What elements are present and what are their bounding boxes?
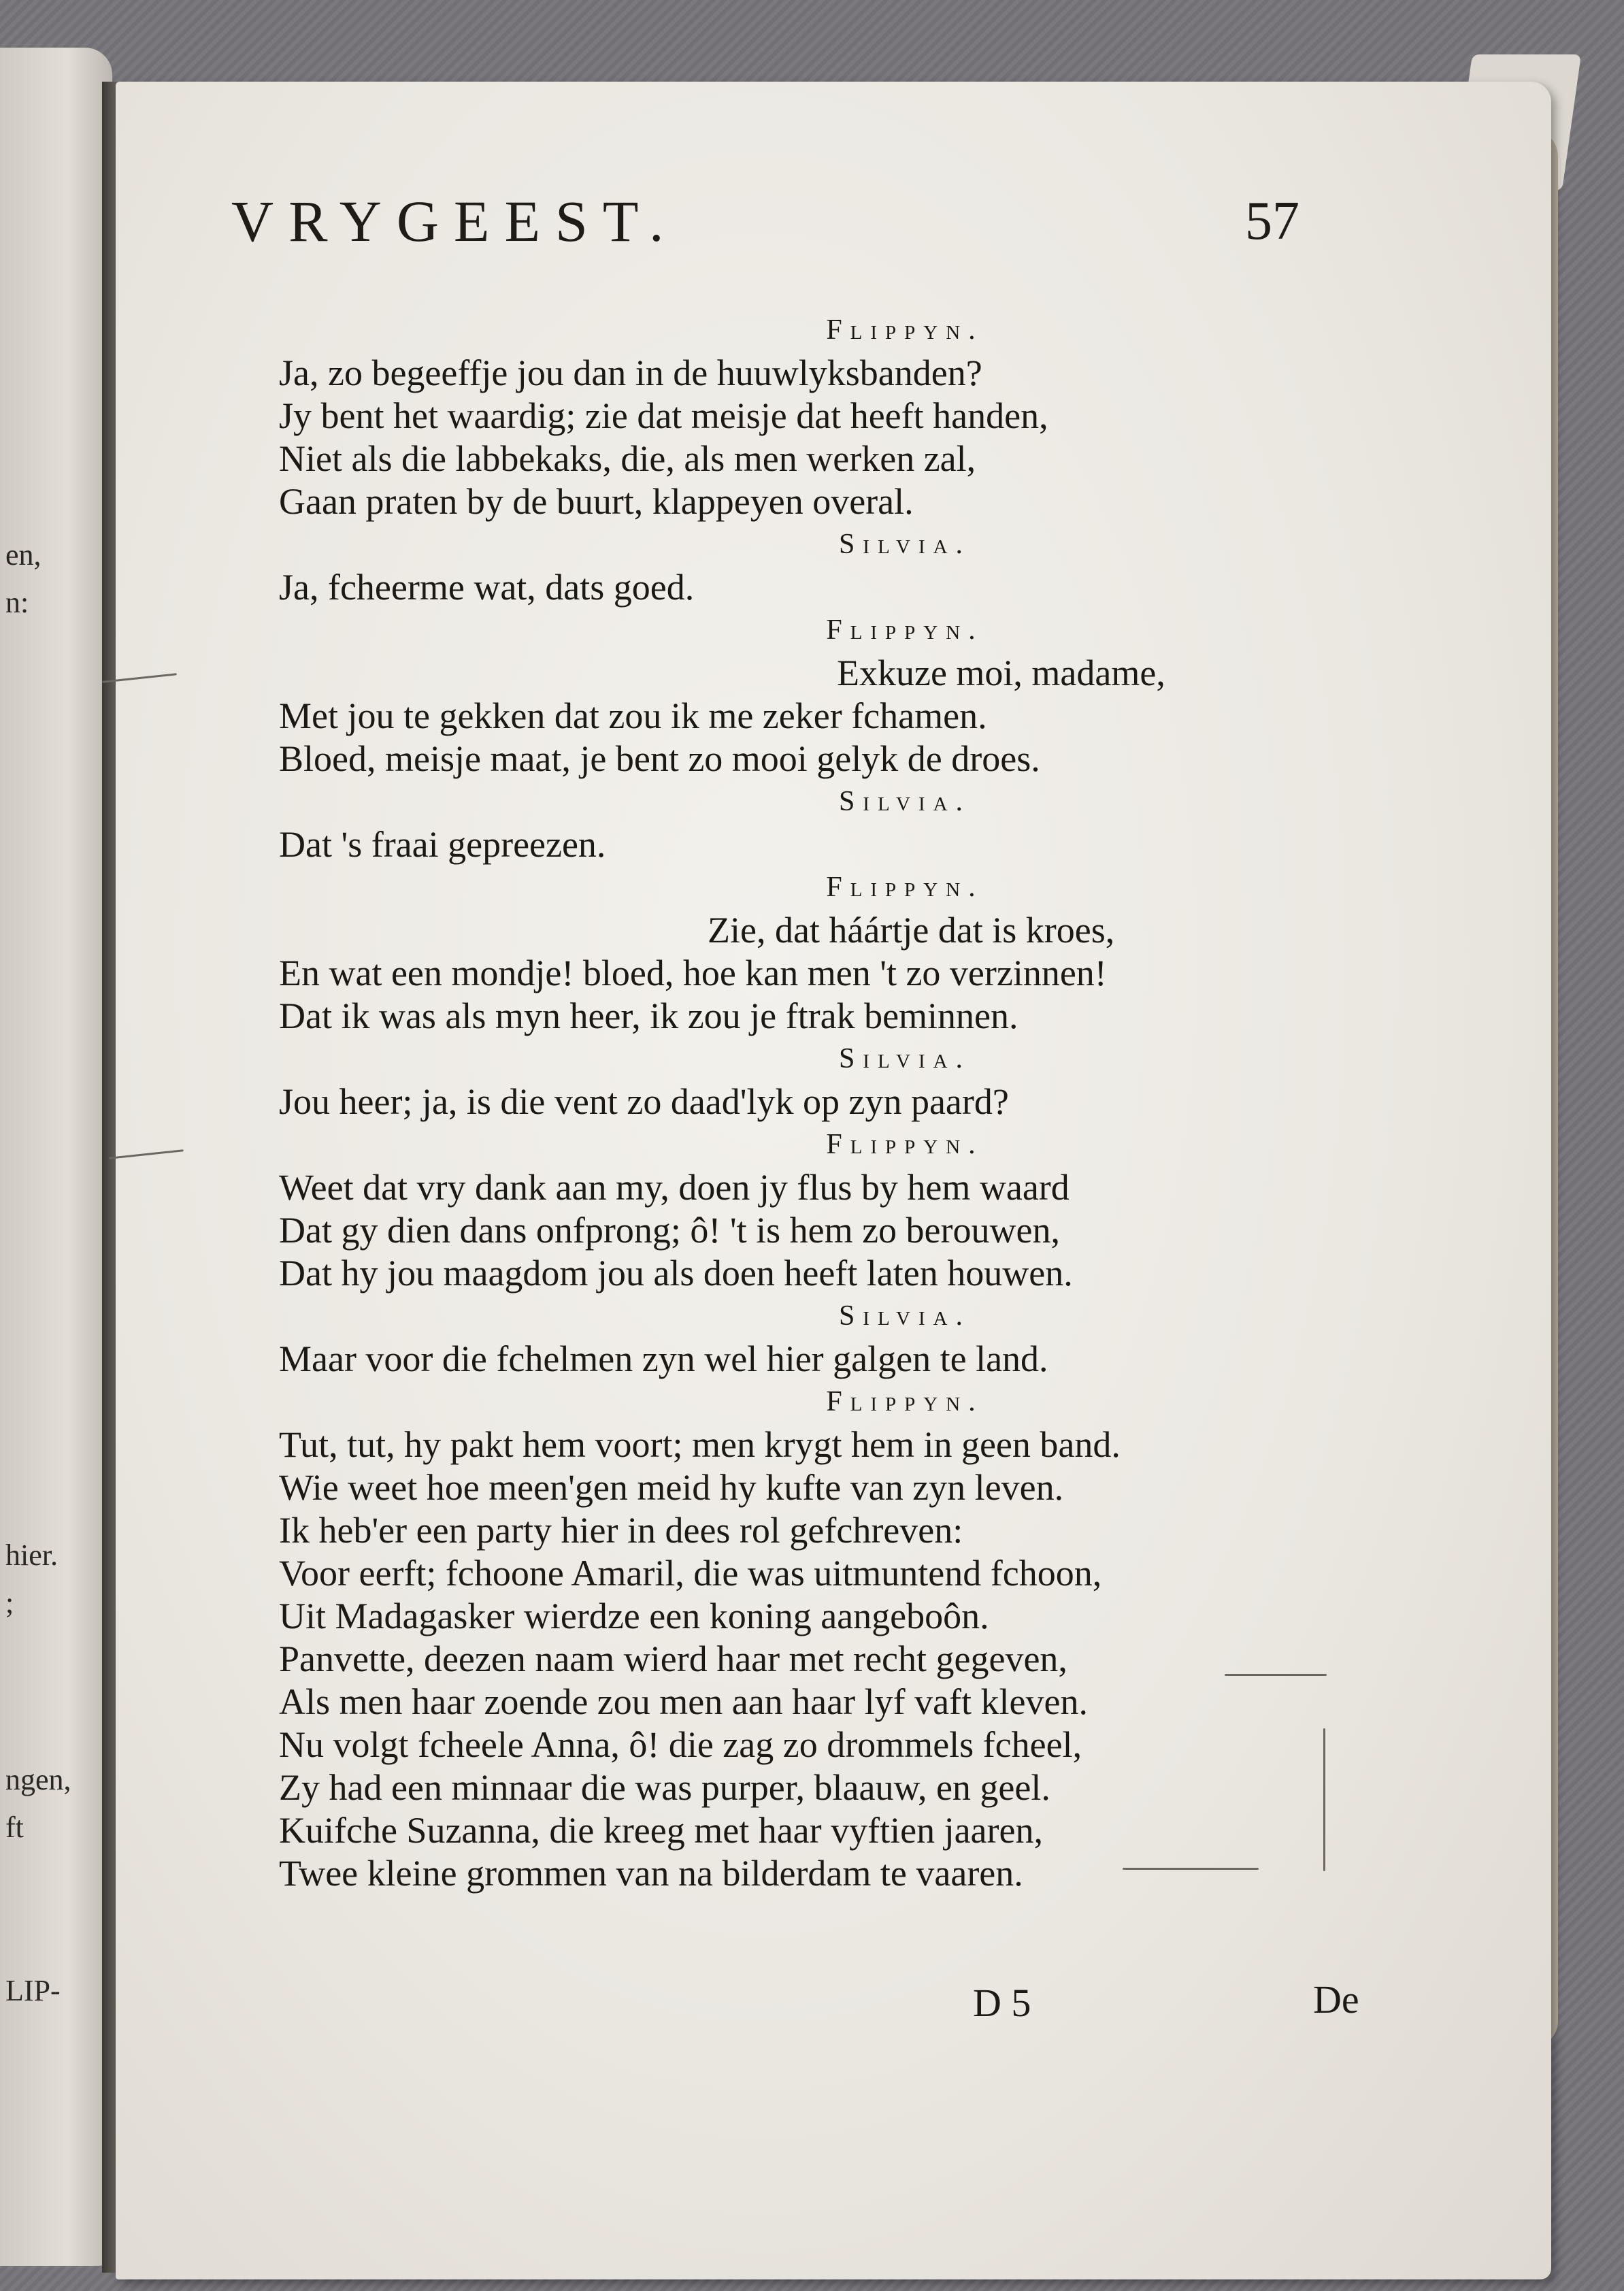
verse-line: Zy had een minnaar die was purper, blaauw, en geel. — [279, 1767, 1050, 1808]
running-head: VRYGEEST. — [231, 188, 679, 254]
verse-line: Twee kleine grommen van na bilderdam te vaaren. — [279, 1853, 1023, 1894]
verse-line: Niet als die labbekaks, die, als men werken zal, — [279, 438, 976, 479]
verse-line: Dat hy jou maagdom jou als doen heeft laten houwen. — [279, 1253, 1073, 1293]
verse-line: Jou heer; ja, is die vent zo daad'lyk op zyn paard? — [279, 1081, 1009, 1122]
verse-line: Met jou te gekken dat zou ik me zeker fchamen. — [279, 695, 987, 736]
verse-line: Nu volgt fcheele Anna, ô! die zag zo drommels fcheel, — [279, 1724, 1082, 1765]
speaker-name: Silvia. — [838, 1043, 972, 1074]
verse-line: Ja, fcheerme wat, dats goed. — [279, 567, 695, 608]
pencil-mark — [1123, 1868, 1259, 1870]
speaker-name: Flippyn. — [826, 1386, 984, 1417]
speaker-name: Flippyn. — [826, 872, 984, 903]
verse-line: Als men haar zoende zou men aan haar lyf vaft kleven. — [279, 1681, 1088, 1722]
catchword: De — [1313, 1977, 1359, 2022]
verse-line: Tut, tut, hy pakt hem voort; men krygt hem in geen band. — [279, 1424, 1121, 1465]
verse-line: Panvette, deezen naam wierd haar met recht gegeven, — [279, 1638, 1067, 1679]
verse-line: Gaan praten by de buurt, klappeyen overal. — [279, 481, 914, 522]
left-page-fragment: en, — [5, 538, 42, 572]
left-page — [0, 48, 112, 2266]
verse-line: Bloed, meisje maat, je bent zo mooi gelyk de droes. — [279, 738, 1040, 779]
verse-line: Dat ik was als myn heer, ik zou je ftrak beminnen. — [279, 995, 1018, 1036]
left-page-fragment: ngen, — [5, 1763, 71, 1796]
signature-mark: D 5 — [973, 1981, 1031, 2025]
speaker-name: Flippyn. — [826, 314, 984, 346]
verse-line: Voor eerft; fchoone Amaril, die was uitmuntend fchoon, — [279, 1553, 1102, 1594]
left-page-fragment: n: — [5, 586, 29, 619]
verse-line: En wat een mondje! bloed, hoe kan men 't zo verzinnen! — [279, 953, 1107, 993]
verse-line: Maar voor die fchelmen zyn wel hier galgen te land. — [279, 1338, 1048, 1379]
verse-line: Ik heb'er een party hier in dees rol gefchreven: — [279, 1510, 963, 1551]
verse-line: Weet dat vry dank aan my, doen jy flus by hem waard — [279, 1167, 1070, 1208]
verse-line: Jy bent het waardig; zie dat meisje dat heeft handen, — [279, 395, 1048, 436]
speaker-name: Flippyn. — [826, 1129, 984, 1160]
page-number: 57 — [1245, 191, 1299, 251]
pencil-mark — [1225, 1674, 1327, 1676]
verse-line: Dat 's fraai gepreezen. — [279, 824, 606, 865]
verse-line: Wie weet hoe meen'gen meid hy kufte van zyn leven. — [279, 1467, 1064, 1508]
verse-line: Zie, dat háártje dat is kroes, — [708, 910, 1115, 951]
verse-line: Uit Madagasker wierdze een koning aangeboôn. — [279, 1596, 989, 1636]
left-page-fragment: ; — [5, 1586, 14, 1619]
left-page-fragment: hier. — [5, 1538, 58, 1572]
book-page — [116, 82, 1551, 2279]
verse-line: Kuifche Suzanna, die kreeg met haar vyftien jaaren, — [279, 1810, 1043, 1851]
pencil-mark — [109, 1149, 184, 1159]
verse-line: Exkuze moi, madame, — [837, 653, 1165, 693]
left-page-fragment: ft — [5, 1811, 24, 1844]
left-page-fragment: LIP- — [5, 1974, 61, 2007]
verse-line: Ja, zo begeeffje jou dan in de huuwlyksbanden? — [279, 352, 982, 393]
pencil-bracket — [1323, 1728, 1325, 1871]
verse-text-block — [279, 310, 1395, 1896]
speaker-name: Silvia. — [838, 786, 972, 817]
speaker-name: Flippyn. — [826, 614, 984, 646]
speaker-name: Silvia. — [838, 529, 972, 560]
verse-line: Dat gy dien dans onfprong; ô! 't is hem zo berouwen, — [279, 1210, 1060, 1251]
speaker-name: Silvia. — [838, 1300, 972, 1332]
